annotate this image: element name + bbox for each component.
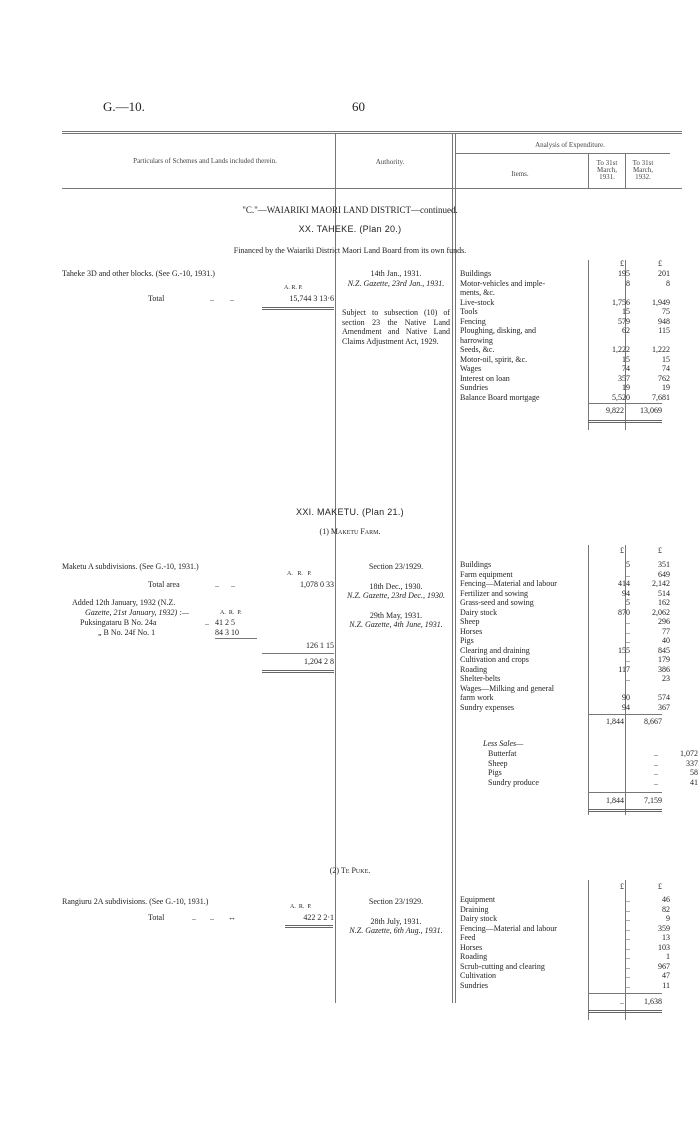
header-authority: Authority. (375, 158, 405, 166)
item-value-1931: .. (654, 758, 658, 768)
item-row (460, 759, 698, 769)
item-row (460, 383, 670, 393)
item-row (460, 617, 670, 627)
item-label: Scrub-cutting and clearing (460, 961, 545, 971)
item-row (460, 570, 670, 580)
item-value-1931: 5,520 (612, 392, 630, 402)
maketu-added-1: Added 12th January, 1932 (N.Z. (72, 598, 176, 607)
item-value-1932: 47 (662, 971, 670, 980)
item-value-1932: 514 (658, 588, 670, 598)
taheke-arp-head: A. R. P. (284, 285, 303, 291)
item-value-1932: 7,681 (652, 392, 670, 402)
item-label: Motor-vehicles and imple- (460, 278, 546, 288)
item-value-1931: .. (626, 569, 630, 579)
header-items: Items. (511, 170, 529, 178)
item-value-1932: 2,142 (652, 579, 670, 588)
item-label: harrowing (460, 335, 493, 345)
header-divider-1 (335, 133, 336, 188)
item-label: farm work (460, 693, 494, 702)
item-value-1931: 94 (622, 702, 630, 712)
maketu-less-sales: Less Sales— (483, 739, 524, 748)
item-label: Horses (460, 942, 483, 952)
item-row (460, 895, 670, 905)
body-divider-1 (335, 188, 336, 1003)
item-row (460, 674, 670, 684)
item-value-1932: 179 (658, 655, 670, 664)
maketu-total-a: 1,844 (606, 796, 624, 805)
item-label: Balance Board mortgage (460, 392, 540, 402)
item-row (460, 608, 670, 618)
item-label: Roading (460, 664, 488, 674)
item-value-1931: 579 (618, 316, 630, 326)
item-value-1931: 195 (618, 269, 630, 278)
item-row (460, 345, 670, 355)
item-label: Sheep (488, 758, 508, 768)
item-value-1932: 82 (662, 904, 670, 914)
item-row (460, 317, 670, 327)
item-label: Fencing—Material and labour (460, 923, 557, 933)
maketu-total-area-label: Total area (148, 580, 180, 589)
item-label: Buildings (460, 269, 492, 278)
tepuke-authority (342, 897, 450, 936)
item-value-1931 (592, 684, 632, 694)
item-value-1932: 46 (662, 895, 670, 904)
maketu-sub1: (1) Maketu Farm. (319, 527, 381, 536)
item-value-1931: .. (654, 749, 658, 758)
item-row (460, 288, 670, 298)
maketu-total-b: 7,159 (644, 796, 662, 805)
item-label: Pigs (488, 768, 502, 777)
header-analysis-rule (455, 153, 670, 154)
item-value-1931: 90 (622, 693, 630, 702)
maketu-auth-2: 18th Dec., 1930. (369, 581, 423, 591)
pound-col1: £ (620, 259, 624, 268)
tepuke-total-b: 1,638 (644, 997, 662, 1006)
item-row (460, 374, 670, 384)
item-label: ments, &c. (460, 288, 495, 297)
item-row (460, 355, 670, 365)
item-value-1932: 15 (662, 354, 670, 364)
item-value-1932: 337 (686, 758, 698, 768)
maketu-double-rule (588, 809, 662, 812)
item-row (460, 307, 670, 317)
item-value-1932 (632, 288, 670, 298)
item-value-1932: 74 (662, 364, 670, 373)
item-label: Draining (460, 904, 489, 914)
item-value-1931: .. (626, 961, 630, 971)
body-divider-2 (452, 188, 453, 1003)
item-row (460, 589, 670, 599)
taheke-total-b: 13,069 (640, 406, 662, 415)
item-value-1932: 58 (690, 768, 698, 777)
item-value-1931: .. (654, 777, 658, 787)
maketu-total-rule (262, 670, 334, 673)
item-value-1931: .. (626, 914, 630, 923)
tepuke-double-rule (588, 1010, 662, 1013)
item-value-1932: 1 (666, 952, 670, 961)
tepuke-auth-1: Section 23/1929. (368, 897, 424, 906)
item-row (460, 298, 670, 308)
tepuke-total-rule (285, 925, 333, 928)
item-value-1931: .. (626, 617, 630, 626)
taheke-total-rule (262, 307, 334, 310)
item-value-1932: 574 (658, 693, 670, 702)
item-label: Wages—Milking and general (460, 683, 554, 693)
maketu-subtotal-rule (262, 653, 334, 654)
item-row (460, 364, 670, 374)
item-value-1931: 94 (622, 588, 630, 598)
taheke-total-a: 9,822 (606, 406, 624, 415)
header-particulars: Particulars of Schemes and Lands included therein. (133, 157, 277, 165)
item-label: Cultivation and crops (460, 655, 529, 664)
item-row (460, 636, 670, 646)
item-value-1932: 9 (666, 914, 670, 923)
item-label: Cultivation (460, 971, 496, 980)
item-row (460, 598, 670, 608)
item-row (460, 627, 670, 637)
header-divider-2b (455, 133, 456, 188)
item-label: Tools (460, 307, 478, 316)
header-analysis: Analysis of Expenditure. (535, 141, 605, 149)
item-value-1932: 162 (658, 598, 670, 607)
item-label: Wages (460, 364, 482, 373)
item-value-1932: 845 (658, 645, 670, 655)
item-row (460, 914, 670, 924)
item-value-1931 (592, 288, 632, 298)
item-row (460, 952, 670, 962)
maketu-sales-rule (588, 792, 662, 793)
maketu-pound-1: £ (620, 546, 624, 555)
header-divider-2 (452, 133, 453, 188)
item-row (460, 924, 670, 934)
item-value-1932: 359 (658, 923, 670, 933)
tepuke-total-value: 422 2 2·1 (303, 913, 334, 922)
item-value-1931: 19 (622, 383, 630, 392)
item-row (460, 279, 670, 289)
item-label: Sundries (460, 383, 488, 392)
item-value-1931 (592, 336, 632, 346)
item-value-1932: 762 (658, 373, 670, 383)
item-value-1931: .. (626, 971, 630, 980)
item-value-1931: 5 (626, 560, 630, 569)
item-value-1932: 11 (662, 980, 670, 990)
item-row (460, 933, 670, 943)
page-number: 60 (352, 99, 365, 114)
item-label: Roading (460, 952, 488, 961)
item-row (460, 560, 670, 570)
maketu-puk-rule (215, 638, 257, 639)
maketu-added-2: Gazette, 21st January, 1932) :— (85, 608, 189, 617)
taheke-authority-date (342, 269, 450, 288)
maketu-puk1-label: Puksingataru B No. 24a (80, 618, 157, 627)
item-value-1932: 8 (666, 278, 670, 288)
item-value-1932: 103 (658, 942, 670, 952)
maketu-pound-2: £ (658, 546, 662, 555)
item-row (460, 905, 670, 915)
maketu-total-area: 1,078 0 33 (300, 580, 334, 589)
item-value-1932: 296 (658, 617, 670, 626)
tepuke-sum-rule (588, 993, 662, 994)
item-value-1932: 2,062 (652, 607, 670, 617)
item-value-1932: 115 (658, 326, 670, 335)
maketu-sales-list (460, 749, 698, 787)
header-col1: To 31st March, 1931. (596, 159, 618, 181)
item-label: Pigs (460, 636, 474, 645)
tepuke-total-label: Total (148, 913, 165, 922)
item-value-1932: 13 (662, 933, 670, 942)
item-label: Sheep (460, 617, 480, 626)
maketu-sub-total: 126 1 15 (306, 641, 334, 650)
item-label: Clearing and draining (460, 645, 530, 655)
item-label: Seeds, &c. (460, 345, 495, 354)
item-value-1931: 870 (618, 607, 630, 617)
item-row (460, 684, 670, 694)
item-row (460, 693, 670, 703)
item-value-1931: .. (626, 895, 630, 904)
item-value-1932: 1,072 (680, 749, 698, 758)
item-value-1931: .. (626, 655, 630, 664)
item-row (460, 778, 698, 788)
item-value-1931: 15 (622, 354, 630, 364)
item-label: Farm equipment (460, 569, 513, 579)
item-label: Feed (460, 933, 476, 942)
item-value-1932 (632, 684, 670, 694)
taheke-financed: Financed by the Waiariki District Maori Land Board from its own funds. (233, 246, 467, 255)
item-label: Sundry expenses (460, 702, 514, 712)
item-value-1932: 367 (658, 702, 670, 712)
tepuke-land: Rangiuru 2A subdivisions. (See G.-10, 1931.) (62, 897, 209, 906)
item-value-1931: 155 (618, 645, 630, 655)
item-value-1932: 1,222 (652, 345, 670, 354)
header-top-rule (62, 131, 682, 132)
item-value-1931: 15 (622, 307, 630, 316)
taheke-items-list (460, 269, 670, 402)
maketu-auth-1: Section 23/1929. (368, 562, 424, 571)
item-label: Interest on loan (460, 373, 510, 383)
taheke-total-value: 15,744 3 13·6 (289, 294, 334, 303)
item-row (460, 646, 670, 656)
item-value-1931: .. (626, 904, 630, 914)
taheke-auth-2: N.Z. Gazette, 23rd Jan., 1931. (347, 278, 445, 288)
header-col2: To 31st March, 1932. (632, 159, 654, 181)
item-value-1932: 23 (662, 674, 670, 683)
taheke-title: XX. TAHEKE. (Plan 20.) (298, 224, 402, 234)
item-value-1931: .. (654, 768, 658, 777)
item-row (460, 579, 670, 589)
item-value-1931: 74 (622, 364, 630, 373)
item-value-1931: .. (626, 923, 630, 933)
item-value-1931: 1,756 (612, 297, 630, 307)
body-divider-2b (455, 188, 456, 1003)
maketu-puk2-label: „ B No. 24f No. 1 (98, 628, 156, 637)
item-row (460, 665, 670, 675)
item-row (460, 336, 670, 346)
item-label: Shelter-belts (460, 674, 501, 683)
item-value-1932: 351 (658, 560, 670, 569)
maketu-items-list (460, 560, 670, 712)
item-label: Live-stock (460, 297, 495, 307)
item-label: Dairy stock (460, 914, 498, 923)
item-row (460, 962, 670, 972)
taheke-land: Taheke 3D and other blocks. (See G.-10, 1931.) (62, 269, 215, 278)
item-label: Fencing (460, 316, 486, 326)
maketu-sum-rule (588, 714, 662, 715)
item-value-1931: 8 (626, 278, 630, 288)
item-label: Ploughing, disking, and (460, 326, 537, 335)
maketu-grand-total: 1,204 2 8 (304, 657, 334, 666)
page-ref: G.—10. (103, 99, 145, 114)
maketu-puk2-val: 84 3 10 (215, 628, 239, 637)
item-value-1931: 5 (626, 598, 630, 607)
maketu-title: XXI. MAKETU. (Plan 21.) (296, 507, 404, 517)
item-label: Equipment (460, 895, 496, 904)
item-row (460, 768, 698, 778)
header-divider-4 (625, 153, 626, 188)
maketu-auth-4: 29th May, 1931. (369, 610, 423, 620)
item-label: Sundry produce (488, 777, 539, 787)
item-value-1931: .. (626, 952, 630, 961)
taheke-auth-1: 14th Jan., 1931. (370, 269, 422, 278)
item-label: Sundries (460, 980, 488, 990)
district-title: "C."—WAIARIKI MAORI LAND DISTRICT—continued. (242, 205, 458, 215)
maketu-auth-3: N.Z. Gazette, 23rd Dec., 1930. (347, 591, 445, 600)
item-value-1931: 117 (618, 664, 630, 674)
header-top-rule-2 (62, 133, 682, 134)
tepuke-total-a: .. (620, 997, 624, 1006)
item-value-1932: 77 (662, 626, 670, 636)
item-label: Grass-seed and sowing (460, 598, 534, 607)
item-value-1931: 62 (622, 326, 630, 335)
item-value-1932: 1,949 (652, 297, 670, 307)
maketu-authority (342, 562, 450, 630)
taheke-total-label: Total (148, 294, 165, 303)
item-row (460, 703, 670, 713)
tepuke-pound-2: £ (658, 882, 662, 891)
item-value-1931: .. (626, 942, 630, 952)
taheke-double-rule (588, 420, 662, 423)
item-label: Fertilizer and sowing (460, 588, 528, 598)
item-value-1932: 201 (658, 269, 670, 278)
item-row (460, 971, 670, 981)
item-value-1932 (632, 336, 670, 346)
item-label: Motor-oil, spirit, &c. (460, 354, 528, 364)
tepuke-items-list (460, 895, 670, 990)
item-value-1932: 967 (658, 961, 670, 971)
maketu-land: Maketu A subdivisions. (See G.-10, 1931.) (62, 562, 199, 571)
tepuke-auth-3: N.Z. Gazette, 6th Aug., 1931. (349, 926, 443, 935)
maketu-subtotal-b: 8,667 (644, 717, 662, 726)
pound-col2: £ (658, 259, 662, 268)
item-row (460, 393, 670, 403)
item-label: Butterfat (488, 749, 517, 758)
maketu-auth-5: N.Z. Gazette, 4th June, 1931. (349, 620, 443, 629)
item-value-1932: 19 (662, 383, 670, 392)
item-value-1931: 414 (618, 579, 630, 588)
taheke-auth-3: Subject to subsection (10) of section 23 the Native Land Amendment and Native Land Claims Adjustment Act, 1929. (342, 308, 450, 346)
item-row (460, 749, 698, 759)
header-bottom-rule (62, 188, 682, 189)
item-label: Horses (460, 626, 483, 636)
maketu-subtotal-a: 1,844 (606, 717, 624, 726)
taheke-sum-rule (588, 403, 662, 404)
item-value-1931: .. (626, 626, 630, 636)
item-value-1932: 649 (658, 569, 670, 579)
item-row (460, 269, 670, 279)
item-row (460, 655, 670, 665)
tepuke-title: (2) Te Puke. (329, 866, 371, 875)
tepuke-auth-2: 28th July, 1931. (370, 916, 422, 926)
maketu-puk1-val: 41 2 5 (215, 618, 235, 627)
item-value-1931: .. (626, 980, 630, 990)
item-label: Dairy stock (460, 607, 498, 617)
item-row (460, 326, 670, 336)
item-label: Buildings (460, 560, 492, 569)
item-value-1932: 75 (662, 307, 670, 316)
item-value-1932: 40 (662, 636, 670, 645)
tepuke-pound-1: £ (620, 882, 624, 891)
item-value-1932: 41 (690, 777, 698, 787)
item-value-1932: 948 (658, 316, 670, 326)
item-row (460, 943, 670, 953)
item-value-1931: .. (626, 636, 630, 645)
item-value-1931: .. (626, 674, 630, 683)
item-value-1931: .. (626, 933, 630, 942)
header-divider-3 (588, 153, 589, 188)
item-row (460, 981, 670, 991)
item-value-1932: 386 (658, 664, 670, 674)
item-value-1931: 1,222 (612, 345, 630, 354)
item-value-1931: 357 (618, 373, 630, 383)
item-label: Fencing—Material and labour (460, 579, 557, 588)
